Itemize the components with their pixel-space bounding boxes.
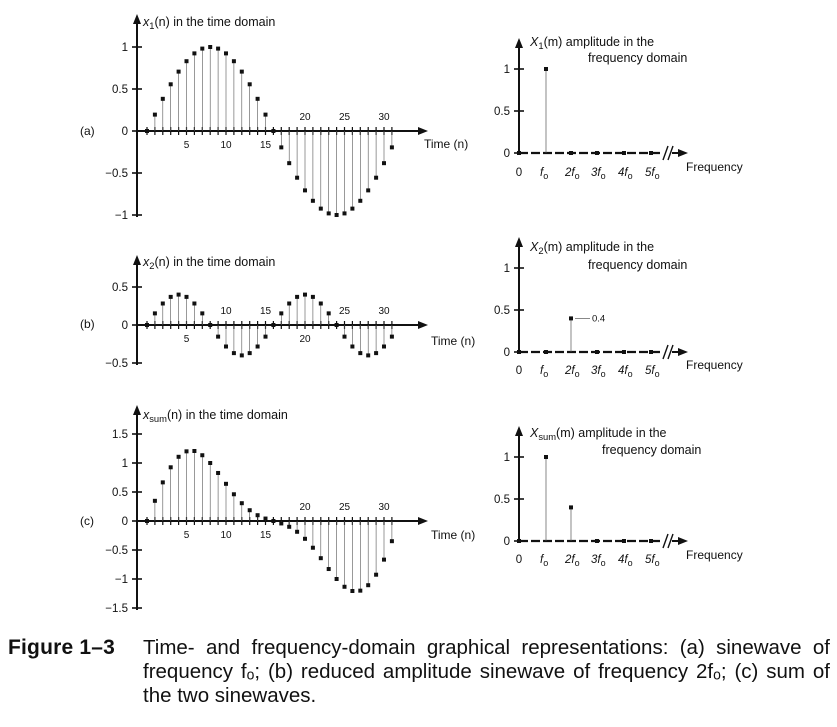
x-axis-label: Time (n) (431, 334, 476, 348)
panel-label-b: (b) (80, 317, 95, 331)
data-point (287, 301, 291, 305)
data-point (358, 351, 362, 355)
y-tick-label: 1 (503, 64, 510, 76)
data-point (264, 517, 268, 521)
data-point (319, 301, 323, 305)
data-point (185, 449, 189, 453)
data-point (153, 113, 157, 117)
data-point (248, 82, 252, 86)
x-tick-label: 30 (378, 306, 390, 317)
y-tick-label: −0.5 (105, 545, 128, 557)
x-tick-label: $4f_o$ (618, 167, 633, 181)
panel-label-a: (a) (80, 124, 95, 138)
data-point (649, 350, 653, 354)
y-tick-label: 0.5 (494, 305, 510, 317)
y-tick-label: 0.5 (112, 282, 128, 294)
freq-plot-title: $X_2(m)$ amplitude in the (530, 240, 655, 256)
data-point (161, 97, 165, 101)
x-tick-label: $2f_o$ (565, 365, 580, 379)
data-point (569, 151, 573, 155)
data-point (595, 350, 599, 354)
data-point (295, 530, 299, 534)
freq-plot-title: $X_{sum}(m)$ amplitude in the (530, 426, 667, 442)
x-axis-arrow (418, 517, 428, 525)
y-tick-label: 0 (121, 126, 128, 138)
data-point (264, 113, 268, 117)
data-point (169, 82, 173, 86)
data-point (224, 51, 228, 55)
freq-plot-Xsum (494, 426, 743, 568)
x-axis-label: Time (n) (431, 528, 476, 542)
data-point (622, 151, 626, 155)
data-point (343, 335, 347, 339)
time-plot-x2 (105, 255, 475, 370)
data-point (240, 501, 244, 505)
data-point (248, 508, 252, 512)
data-point (208, 461, 212, 465)
data-point (350, 345, 354, 349)
panel-label-c: (c) (80, 514, 94, 528)
data-point (200, 311, 204, 315)
data-point (382, 558, 386, 562)
data-point (544, 350, 548, 354)
y-axis-arrow (515, 426, 523, 436)
data-point (569, 316, 573, 320)
axis-break-mark (663, 146, 673, 160)
data-point (366, 188, 370, 192)
y-tick-label: −1 (114, 574, 128, 586)
data-point (343, 211, 347, 215)
data-point (169, 465, 173, 469)
x-tick-label: 20 (299, 334, 311, 345)
y-tick-label: 1 (503, 263, 510, 275)
data-point (374, 176, 378, 180)
axis-break-mark (663, 345, 673, 359)
y-tick-label: 1 (121, 458, 128, 470)
data-point (216, 47, 220, 51)
data-point (390, 335, 394, 339)
y-tick-label: 0.5 (494, 494, 510, 506)
x-tick-label: $3f_o$ (591, 365, 606, 379)
x-tick-label: 15 (259, 530, 272, 541)
data-point (224, 345, 228, 349)
data-point (350, 207, 354, 211)
data-point (366, 353, 370, 357)
data-point (311, 546, 315, 550)
x-axis-label: Frequency (686, 358, 743, 372)
time-plot-title: $x_{sum}(n)$ in the time domain (143, 408, 288, 424)
data-point (295, 176, 299, 180)
x-axis-label: Frequency (686, 160, 743, 174)
x-tick-label: 15 (259, 306, 272, 317)
data-point (374, 573, 378, 577)
data-point (311, 199, 315, 203)
data-point (177, 293, 181, 297)
data-point (517, 151, 521, 155)
freq-plot-X2 (494, 237, 743, 379)
x-axis-arrow (418, 321, 428, 329)
x-tick-label: $5f_o$ (645, 554, 660, 568)
y-axis-arrow (133, 255, 141, 265)
y-tick-label: 0 (503, 347, 510, 359)
data-point (279, 145, 283, 149)
y-axis-arrow (133, 14, 141, 24)
y-tick-label: 0 (503, 148, 510, 160)
data-point (343, 585, 347, 589)
y-tick-label: 0.5 (112, 487, 128, 499)
data-point (595, 539, 599, 543)
data-point (622, 350, 626, 354)
data-point (327, 211, 331, 215)
data-point (649, 539, 653, 543)
x-tick-label: $3f_o$ (591, 554, 606, 568)
data-point (248, 351, 252, 355)
data-point (319, 207, 323, 211)
x-axis-label: Time (n) (424, 137, 469, 151)
data-point (303, 188, 307, 192)
time-plot-x1 (105, 14, 468, 222)
x-axis-arrow (418, 127, 428, 135)
data-point (177, 455, 181, 459)
y-tick-label: 0 (503, 536, 510, 548)
y-tick-label: 1.5 (112, 429, 128, 441)
data-point (279, 311, 283, 315)
data-point (153, 311, 157, 315)
data-point (153, 499, 157, 503)
x-tick-label: 10 (220, 530, 232, 541)
data-point (208, 45, 212, 49)
data-point (382, 345, 386, 349)
x-tick-label: 0 (515, 365, 523, 377)
data-point (185, 59, 189, 63)
axis-break-mark (663, 534, 673, 548)
data-point (517, 539, 521, 543)
y-axis-arrow (515, 237, 523, 247)
data-point (145, 519, 149, 523)
data-point (311, 295, 315, 299)
data-point (169, 295, 173, 299)
x-tick-label: 30 (378, 502, 390, 513)
y-tick-label: −1.5 (105, 603, 128, 615)
data-point (287, 161, 291, 165)
time-plot-xsum (105, 405, 475, 615)
freq-plot-title-line2: frequency domain (588, 51, 688, 65)
x-tick-label: 5 (183, 140, 190, 151)
x-tick-label: $2f_o$ (565, 554, 580, 568)
x-tick-label: 0 (515, 167, 523, 179)
y-tick-label: 0.5 (494, 106, 510, 118)
data-point (544, 455, 548, 459)
data-point (224, 482, 228, 486)
x-tick-label: $3f_o$ (591, 167, 606, 181)
data-point (232, 351, 236, 355)
x-tick-label: 20 (299, 112, 311, 123)
x-tick-label: 25 (338, 502, 351, 513)
data-point (366, 583, 370, 587)
x-tick-label: 25 (338, 112, 351, 123)
data-point (390, 539, 394, 543)
x-tick-label: $2f_o$ (565, 167, 580, 181)
data-point (374, 351, 378, 355)
data-point (240, 353, 244, 357)
data-point (319, 556, 323, 560)
data-point (303, 537, 307, 541)
data-point (295, 295, 299, 299)
y-axis-arrow (133, 405, 141, 415)
x-tick-label: $4f_o$ (618, 554, 633, 568)
data-point (256, 345, 260, 349)
data-point (161, 480, 165, 484)
data-point (622, 539, 626, 543)
x-tick-label: $f_o$ (540, 554, 549, 568)
y-tick-label: 0 (121, 516, 128, 528)
data-point (390, 145, 394, 149)
x-tick-label: $f_o$ (540, 365, 549, 379)
time-plot-title: $x_1(n)$ in the time domain (143, 15, 276, 31)
freq-plot-title: $X_1(m)$ amplitude in the (530, 35, 655, 51)
data-point (192, 301, 196, 305)
data-point (271, 129, 275, 133)
data-point (595, 151, 599, 155)
data-point (303, 293, 307, 297)
data-point (350, 589, 354, 593)
x-tick-label: $f_o$ (540, 167, 549, 181)
y-axis-arrow (515, 38, 523, 48)
data-point (185, 295, 189, 299)
data-point (517, 350, 521, 354)
data-point (569, 505, 573, 509)
data-point (145, 129, 149, 133)
x-axis-arrow (678, 348, 688, 356)
data-point (358, 199, 362, 203)
data-point (264, 335, 268, 339)
y-tick-label: −0.5 (105, 168, 128, 180)
data-point (216, 471, 220, 475)
data-point (271, 323, 275, 327)
freq-plot-title-line2: frequency domain (602, 443, 702, 457)
x-axis-label: Frequency (686, 548, 743, 562)
time-plot-title: $x_2(n)$ in the time domain (143, 255, 276, 271)
data-point (271, 519, 275, 523)
y-tick-label: −0.5 (105, 358, 128, 370)
data-point (649, 151, 653, 155)
x-tick-label: 10 (220, 306, 232, 317)
data-point (232, 59, 236, 63)
data-point (240, 70, 244, 74)
data-point (232, 492, 236, 496)
data-point (200, 453, 204, 457)
x-tick-label: 5 (183, 334, 190, 345)
data-point (216, 335, 220, 339)
x-tick-label: 10 (220, 140, 232, 151)
y-tick-label: 0 (121, 320, 128, 332)
annotation-label: 0.4 (592, 313, 606, 325)
data-point (279, 521, 283, 525)
x-tick-label: $4f_o$ (618, 365, 633, 379)
data-point (335, 577, 339, 581)
data-point (382, 161, 386, 165)
caption-text: Time- and frequency-domain graphical representations: (a) sinewave of frequency fₒ; (b) reduced amplitude sinewave of frequency 2fₒ; (c) sum of the two sinewaves. (143, 636, 830, 707)
y-tick-label: 1 (503, 452, 510, 464)
x-tick-label: 25 (338, 306, 351, 317)
y-tick-label: 0.5 (112, 84, 128, 96)
data-point (192, 449, 196, 453)
x-tick-label: 20 (299, 502, 311, 513)
data-point (145, 323, 149, 327)
x-tick-label: 30 (378, 112, 390, 123)
x-tick-label: 15 (259, 140, 272, 151)
x-axis-arrow (678, 537, 688, 545)
caption-label: Figure 1–3 (8, 636, 116, 659)
data-point (327, 311, 331, 315)
data-point (544, 67, 548, 71)
data-point (256, 513, 260, 517)
y-tick-label: −1 (114, 210, 128, 222)
data-point (358, 589, 362, 593)
data-point (192, 51, 196, 55)
x-tick-label: 5 (183, 530, 190, 541)
x-tick-label: 0 (515, 554, 523, 566)
freq-plot-title-line2: frequency domain (588, 258, 688, 272)
y-tick-label: 1 (121, 42, 128, 54)
data-point (200, 47, 204, 51)
data-point (208, 323, 212, 327)
data-point (327, 567, 331, 571)
panel-labels (80, 124, 95, 528)
x-tick-label: $5f_o$ (645, 365, 660, 379)
data-point (335, 323, 339, 327)
x-axis-arrow (678, 149, 688, 157)
x-tick-label: $5f_o$ (645, 167, 660, 181)
data-point (335, 213, 339, 217)
data-point (177, 70, 181, 74)
data-point (287, 525, 291, 529)
data-point (161, 301, 165, 305)
data-point (256, 97, 260, 101)
freq-plot-X1 (494, 35, 743, 181)
